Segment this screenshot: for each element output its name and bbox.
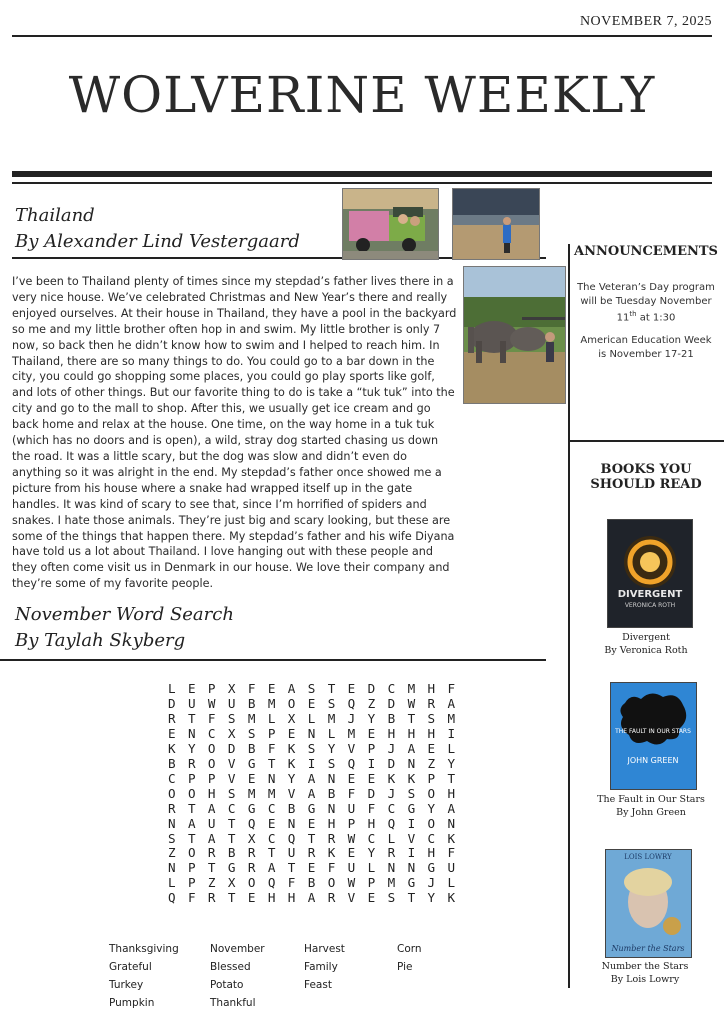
word-list-item: Harvest [304,943,345,955]
book-title: Divergent [622,632,670,643]
grid-row: C P P V E N Y A N E E K K P T [168,770,458,786]
fault-cover-title: THE FAULT IN OUR STARS [615,728,691,735]
grid-row: L P Z X O Q F B O W P M G J L [168,875,458,891]
sidebar-section-rule [568,440,724,442]
grid-row: R T A C G C B G N U F C G Y A [168,800,458,816]
book-caption-divergent [576,631,716,657]
word-list-item: Pumpkin [109,997,155,1009]
word-list-item: Pie [397,961,413,973]
word-list-item: Corn [397,943,422,955]
fault-cover-author: JOHN GREEN [627,756,679,765]
grid-row: E N C X S P E N L M E H H H I [168,725,458,741]
masthead-rule-thin [12,182,712,184]
grid-row: K Y O D B F K S Y V P J A E L [168,740,458,756]
word-list-item: Potato [210,979,244,991]
books-heading: BOOKS YOU SHOULD READ [590,462,702,492]
book-caption-fault-in-our-stars [581,793,721,819]
grid-row: B R O V G T K I S Q I D N Z Y [168,755,458,771]
word-search-grid [168,682,457,906]
announcement-time: at 1:30 [639,312,676,324]
article-byline-word-search: By Taylah Skyberg [15,630,186,651]
fault-in-our-stars-cover [610,682,697,790]
book-title: Number the Stars [601,961,689,972]
word-list-item: Blessed [210,961,251,973]
article-body-thailand: I’ve been to Thailand plenty of times since my stepdad’s father lives there in a very nice house. We’ve celebrated Christmas and New Year’s there and really enjoyed ourselves. At their house in Thailand, they have a pool in the backyard so me and my little brother often hop in and swim. My little brother is only 7 now, so back then he didn’t know how to swim and I helped to reach him. In Thailand, there are so many things to do. You could go to a bar down in the city, you could go shopping some places, you could go play sports like golf, and lots of other things. But our favorite thing to do is take a “tuk tuk” into the city and go to the mall to shop. After this, we usually get ice cream and go back home and relax at the house. One time, on the way home in a tuk tuk (which has no doors and is open), a wild, stray dog started chasing us down the road. It was a little scary, but the dog was slow and didn’t even do anything so it was alright in the end. My stepdad’s father once showed me a picture from his house where a snake had wrapped itself up in the gate handles. It was kind of scary to see that, since I’m horrified of spiders and snakes. I hate those animals. They’re just big and scary looking, but these are some of the things that happen there. My stepdad’s father and his wife Diyana have told us a lot about Thailand. I love hanging out with these people and they often come visit us in Denmark in our house. We love their company and they’re some of my favorite people. [12,275,457,591]
book-title: The Fault in Our Stars [597,794,705,805]
word-list-item: Thankful [210,997,256,1009]
issue-date: NOVEMBER 7, 2025 [579,14,712,29]
word-list-item: Turkey [109,979,144,991]
elephant-photo [463,266,566,404]
header-top-rule [12,35,712,37]
word-list-item: Feast [304,979,332,991]
grid-row: L E P X F E A S T E D C M H F [168,681,458,696]
announcement-education-week: American Education Week is November 17-21 [580,335,712,360]
grid-row: O O H S M M V A B F D J S O H [168,785,458,801]
divergent-cover-title: DIVERGENT [617,589,683,600]
word-list-item: Family [304,961,338,973]
article-byline-thailand: By Alexander Lind Vestergaard [15,231,300,252]
book-caption-number-the-stars [575,960,715,986]
beach-photo [452,188,540,260]
announcement-day: 11 [616,312,630,324]
word-list-item: Thanksgiving [109,943,179,955]
book-author: By Veronica Roth [604,645,688,656]
book-author: By Lois Lowry [610,974,680,985]
announcements-heading: ANNOUNCEMENTS [574,244,718,259]
announcement-day-suffix: th [629,310,637,318]
announcement-veterans-day [576,281,716,325]
grid-row: D U W U B M O E S Q Z D W R A [168,695,458,711]
grid-row: N A U T Q E N E H P H Q I O N [168,815,458,831]
grid-row: R T F S M L X L M J Y B T S M [168,710,458,726]
masthead-title: WOLVERINE WEEKLY [68,66,656,124]
article-title-thailand: Thailand [15,205,95,226]
word-list-item: November [210,943,265,955]
article-title-word-search: November Word Search [15,604,234,625]
number-stars-cover-title: Number the Stars [611,944,685,953]
number-the-stars-cover [605,849,692,958]
sidebar-divider [568,244,570,988]
grid-row: N P T G R A T E F U L N N G U [168,860,458,876]
book-author: By John Green [616,807,686,818]
word-search-rule [0,659,546,661]
masthead-rule-thick [12,171,712,177]
announcement-text: The Veteran’s Day program will be Tuesday November [577,282,715,307]
grid-row: Q F R T E H H A R V E S T Y K [168,890,458,906]
word-list-item: Grateful [109,961,152,973]
tuk-tuk-photo [342,188,439,260]
number-stars-cover-author: LOIS LOWRY [624,853,672,861]
divergent-cover-author: VERONICA ROTH [624,602,676,609]
grid-row: Z O R B R T U R K E Y R I H F [168,845,458,861]
grid-row: S T A T X C Q T R W C L V C K [168,830,458,846]
divergent-cover [607,519,693,628]
